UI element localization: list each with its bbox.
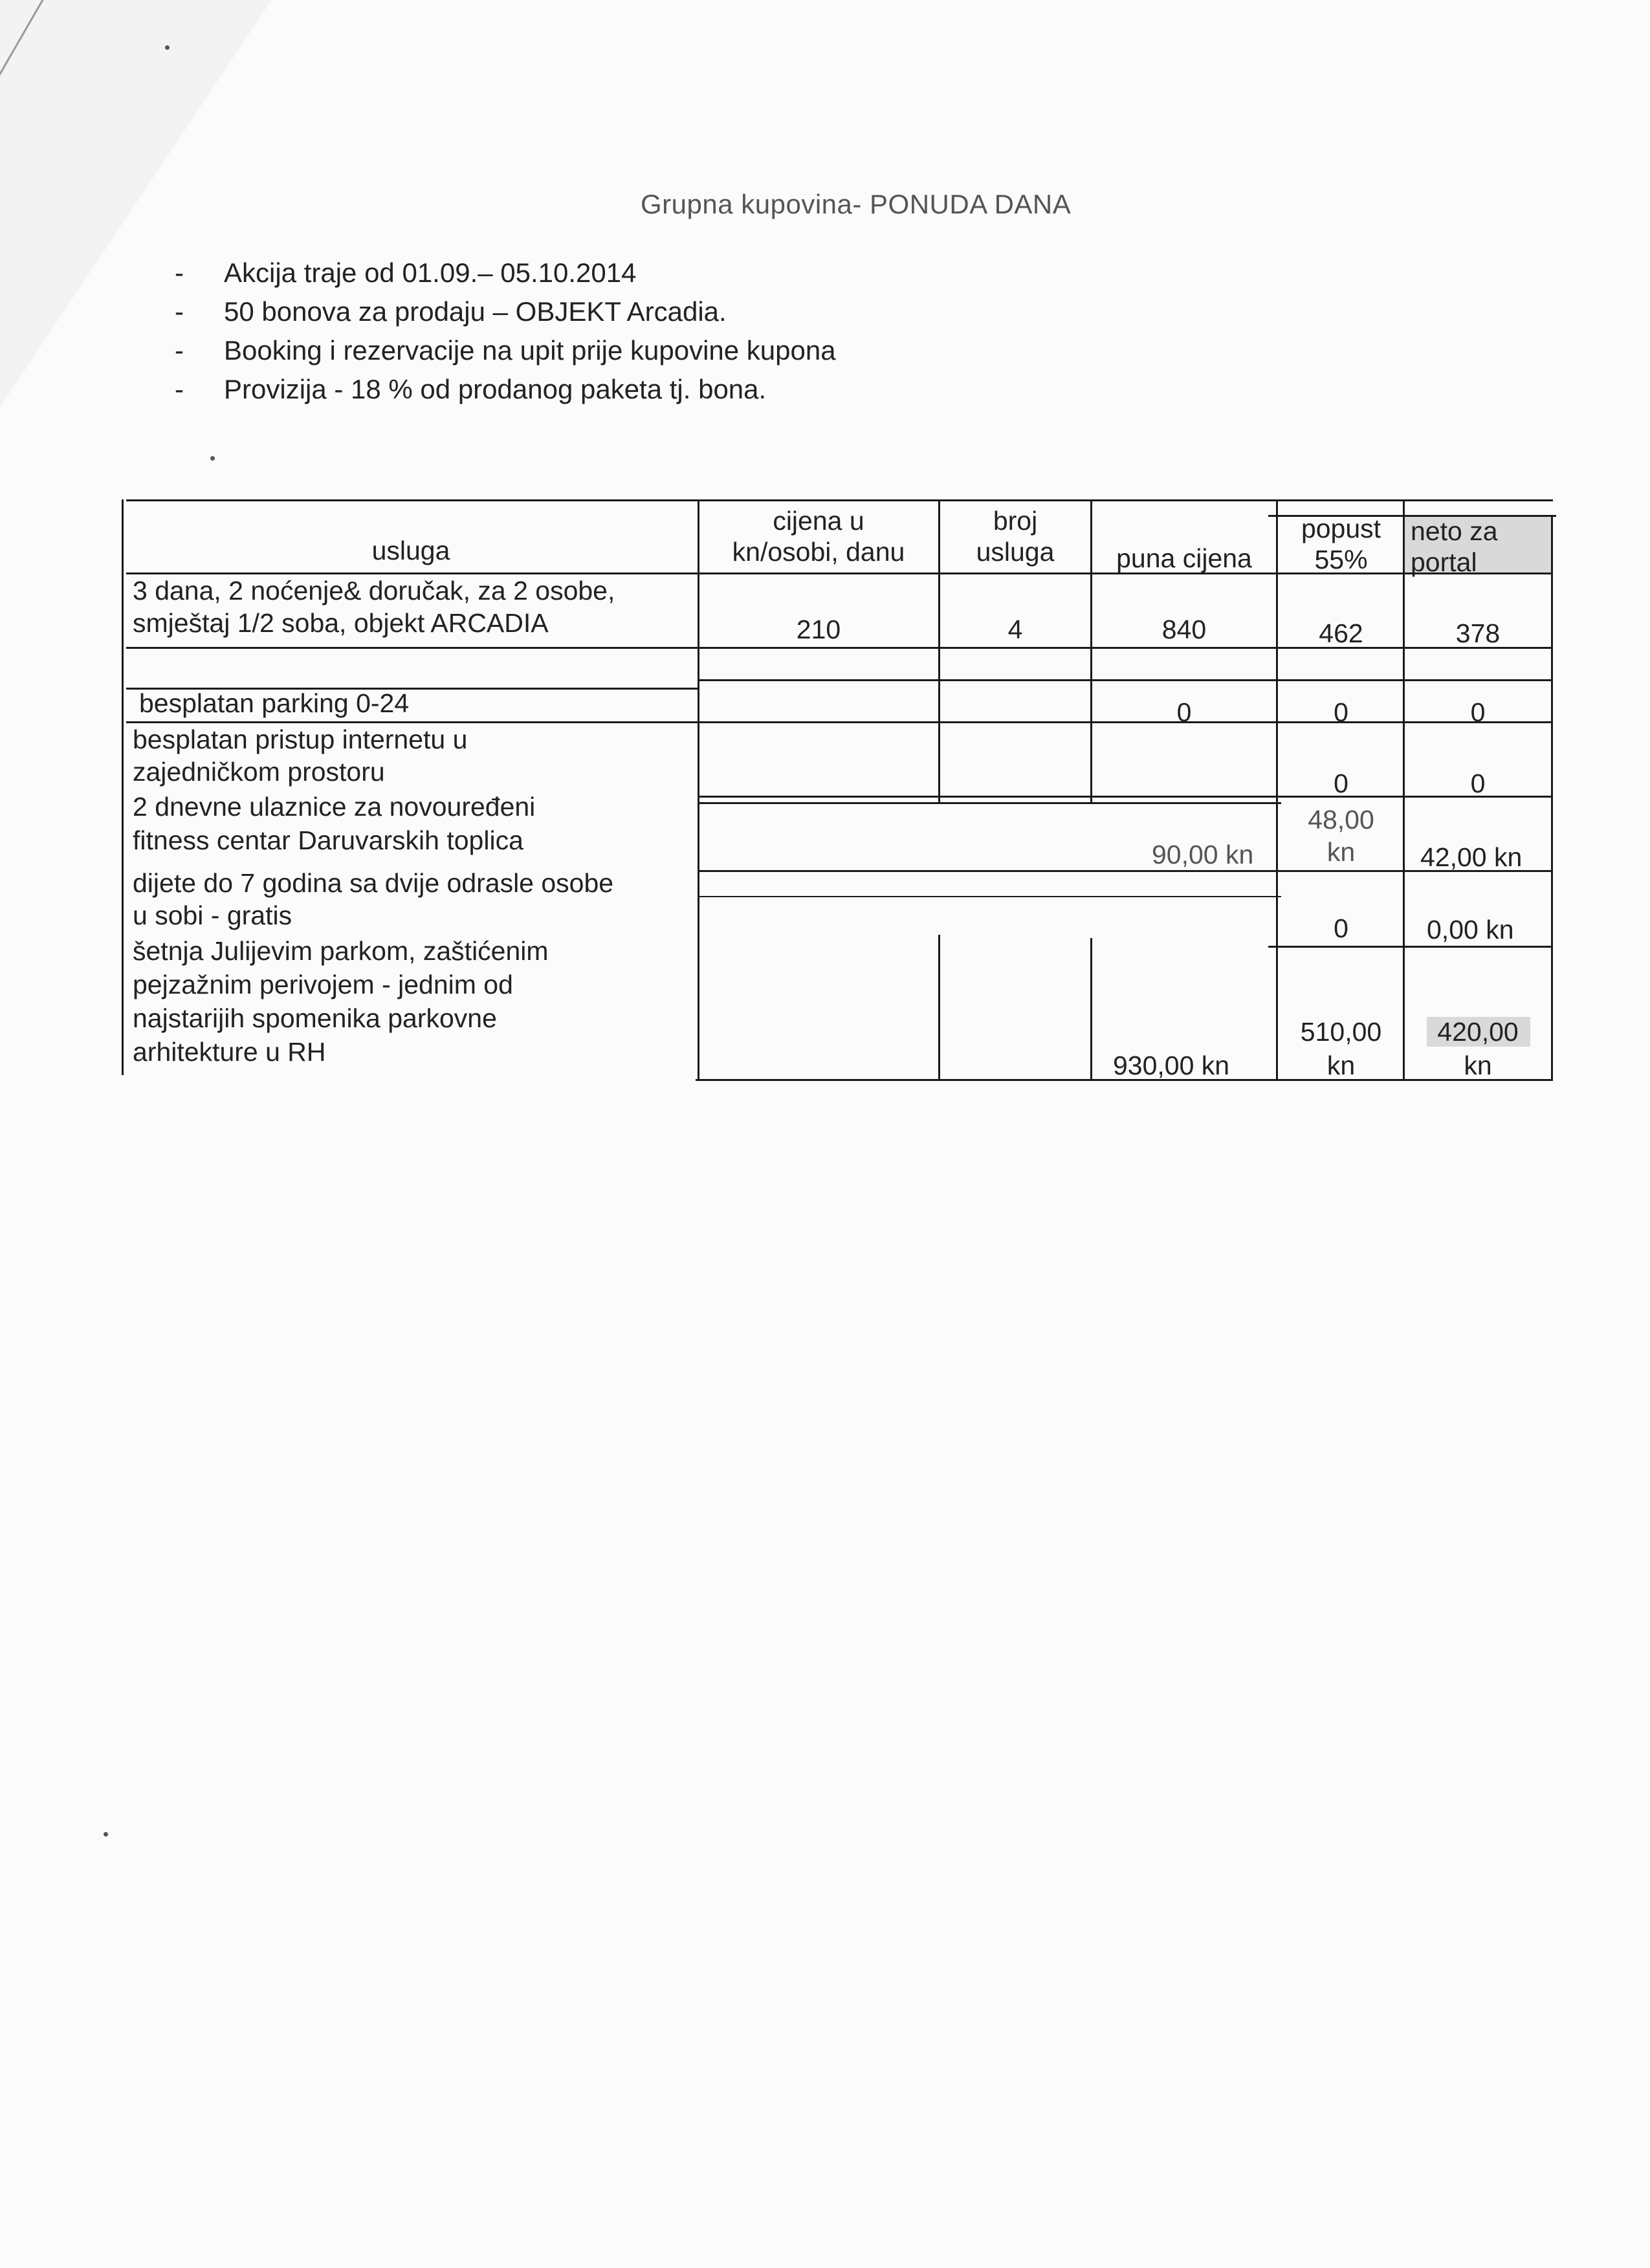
total-neto-line1: 420,00 <box>1437 1017 1519 1047</box>
header-neto-line1: neto za <box>1411 516 1498 546</box>
header-broj-line1: broj <box>993 506 1038 536</box>
internet-desc-line2: zajedničkom prostoru <box>133 757 385 787</box>
fitness-desc-line2: fitness centar Daruvarskih toplica <box>133 825 523 855</box>
child-bottom-border <box>1268 946 1553 948</box>
row1-puna: 840 <box>1161 615 1207 644</box>
internet-neto: 0 <box>1470 769 1486 798</box>
row1-popust: 462 <box>1319 618 1363 648</box>
total-puna: 930,00 kn <box>1113 1051 1230 1080</box>
parking-desc: besplatan parking 0-24 <box>139 688 410 718</box>
col-puna-left-lower <box>1090 938 1092 1079</box>
parking-popust: 0 <box>1334 697 1348 727</box>
table-top-border <box>126 499 1553 501</box>
document-title: Grupna kupovina- PONUDA DANA <box>641 189 1072 219</box>
internet-popust: 0 <box>1334 769 1348 798</box>
fitness-desc-line1: 2 dnevne ulaznice za novouređeni <box>133 792 536 822</box>
table-right-border <box>1551 515 1553 1079</box>
header-neto-line2: portal <box>1411 547 1477 577</box>
terms-list <box>175 254 836 409</box>
child-top-border <box>699 896 1281 897</box>
park-desc-line3: najstarijih spomenika parkovne <box>133 1003 497 1033</box>
table-left-border <box>122 499 124 1075</box>
list-item: - Provizija - 18 % od prodanog paketa tj. bona. <box>175 370 836 409</box>
header-cijena-line1: cijena u <box>773 506 864 536</box>
fitness-popust-line1: 48,00 <box>1308 805 1374 834</box>
col-broj-left-lower <box>938 935 940 1079</box>
park-desc-line2: pejzažnim perivojem - jednim od <box>133 970 513 999</box>
row1-broj: 4 <box>1007 615 1023 644</box>
child-desc-line1: dijete do 7 godina sa dvije odrasle osobe <box>133 868 614 898</box>
header-puna-cijena: puna cijena <box>1116 543 1252 573</box>
blank-row-bottom-border <box>699 679 1553 681</box>
parking-neto: 0 <box>1470 697 1486 727</box>
scan-speck <box>210 456 215 461</box>
total-popust-line1: 510,00 <box>1300 1017 1382 1047</box>
child-neto: 0,00 kn <box>1427 915 1514 944</box>
child-desc-line2: u sobi - gratis <box>133 900 292 930</box>
fitness-neto: 42,00 kn <box>1420 842 1523 872</box>
header-broj-line2: usluga <box>976 537 1055 567</box>
row1-cijena: 210 <box>796 615 841 644</box>
list-item: - Akcija traje od 01.09.– 05.10.2014 <box>175 254 836 292</box>
col-cijena-left <box>698 499 699 1079</box>
row1-desc-line1: 3 dana, 2 noćenje& doručak, za 2 osobe, <box>133 576 615 605</box>
scan-speck <box>104 1832 108 1837</box>
header-cijena-line2: kn/osobi, danu <box>732 537 905 567</box>
park-desc-line4: arhitekture u RH <box>133 1037 326 1067</box>
header-popust-line1: popust <box>1301 514 1381 543</box>
list-item: - 50 bonova za prodaju – OBJEKT Arcadia. <box>175 292 836 331</box>
internet-desc-line1: besplatan pristup internetu u <box>133 725 468 754</box>
header-popust-line2: 55% <box>1314 545 1368 574</box>
total-neto-line2: kn <box>1464 1051 1492 1080</box>
fitness-popust-line2: kn <box>1326 837 1356 867</box>
parking-puna: 0 <box>1176 697 1192 727</box>
child-popust: 0 <box>1334 913 1348 943</box>
list-item: - Booking i rezervacije na upit prije kupovine kupona <box>175 331 836 370</box>
fitness-puna: 90,00 kn <box>1152 840 1254 869</box>
row1-neto: 378 <box>1455 618 1501 648</box>
row1-desc-line2: smještaj 1/2 soba, objekt ARCADIA <box>133 608 549 638</box>
scan-speck <box>165 45 170 50</box>
total-popust-line2: kn <box>1326 1051 1356 1080</box>
park-desc-line1: šetnja Julijevim parkom, zaštićenim <box>133 936 549 966</box>
header-usluga: usluga <box>371 536 450 565</box>
fitness-top-border <box>699 802 1281 804</box>
